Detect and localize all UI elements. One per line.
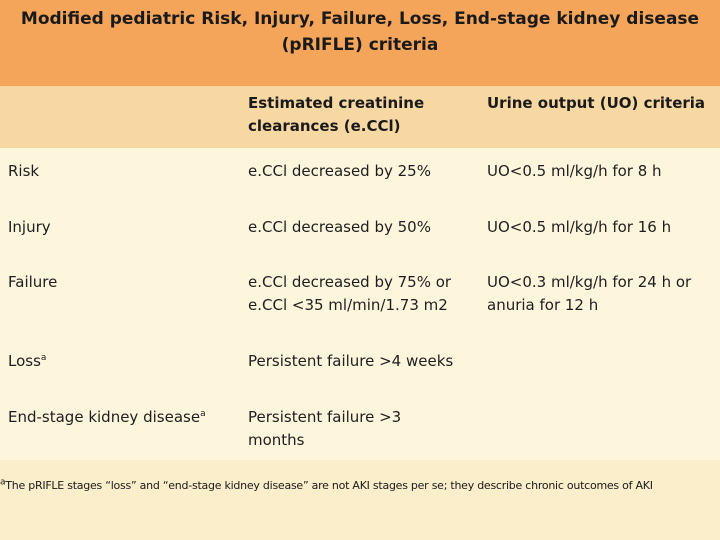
- row-loss-stage: [8, 350, 46, 373]
- stage-label: End-stage kidney disease: [8, 408, 201, 426]
- stage-label: Risk: [8, 162, 40, 180]
- row-risk-eccl: e.CCl decreased by 25%: [248, 162, 431, 180]
- header-eccl: [248, 92, 468, 138]
- title-line-2: (pRIFLE) criteria: [281, 35, 439, 55]
- title-line-1: Modified pediatric Risk, Injury, Failure, Loss, End-stage kidney disease: [20, 9, 700, 29]
- footnote-marker: a: [0, 477, 6, 488]
- row-failure-eccl: [248, 271, 478, 317]
- criteria-table: [0, 86, 720, 460]
- row-risk-uo: UO<0.5 ml/kg/h for 8 h: [487, 162, 662, 180]
- eccl-line2: months: [248, 431, 305, 449]
- row-failure-stage: [8, 271, 57, 294]
- row-eskd-eccl: [248, 406, 468, 452]
- stage-footnote-marker: a: [200, 409, 206, 419]
- footnote-area: [0, 460, 720, 540]
- row-injury-uo: UO<0.5 ml/kg/h for 16 h: [487, 218, 672, 236]
- eccl-line2: e.CCl <35 ml/min/1.73 m2: [248, 296, 448, 314]
- row-injury-eccl: e.CCl decreased by 50%: [248, 218, 431, 236]
- stage-label: Failure: [8, 273, 58, 291]
- footnote: [0, 478, 720, 494]
- row-failure-uo: [487, 271, 719, 317]
- uo-line2: anuria for 12 h: [487, 296, 599, 314]
- stage-label: Injury: [8, 218, 51, 236]
- slide-title: [10, 6, 710, 58]
- stage-footnote-marker: a: [40, 353, 47, 363]
- row-eskd-stage: [8, 406, 206, 429]
- header-uo: Urine output (UO) criteria: [487, 94, 706, 112]
- uo-line1: UO<0.3 ml/kg/h for 24 h or: [487, 273, 692, 291]
- row-risk-stage: [8, 160, 39, 183]
- stage-label: Loss: [8, 352, 41, 370]
- title-bar: [0, 0, 720, 86]
- footnote-text: The pRIFLE stages “loss” and “end-stage kidney disease” are not AKI stages per se; they describe chronic outcomes of AKI: [5, 479, 653, 492]
- header-eccl-line1: Estimated creatinine: [248, 94, 425, 112]
- row-injury-stage: [8, 216, 51, 239]
- row-loss-eccl: Persistent failure >4 weeks: [248, 352, 454, 370]
- eccl-line1: e.CCl decreased by 75% or: [248, 273, 452, 291]
- eccl-line1: Persistent failure >3: [248, 408, 402, 426]
- header-eccl-line2: clearances (e.CCl): [248, 117, 401, 135]
